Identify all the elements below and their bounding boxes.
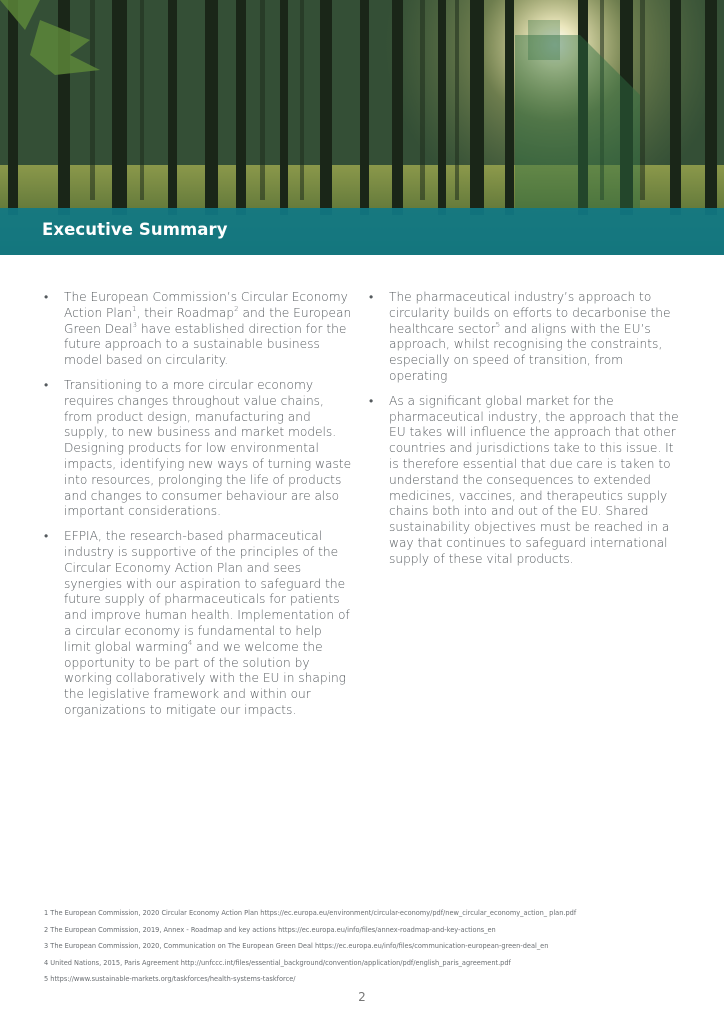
bullet-text: • The European Commission’s Circular Economy Action Plan$^1$, their Roadmap$^2$ and the European Green Deal$^3$ have established direction for the future approach to a sustainable business model based on circularity. bbox=[64, 290, 352, 368]
bullet-text: • Transitioning to a more circular economy requires changes throughout value chains, from product design, manufacturing and supply, to new business and market models. Designing products for low environmental impacts, identifying new ways of turning waste into resources, prolonging the life of products and changes to consumer behaviour are also important considerations. bbox=[64, 377, 352, 519]
bullet-item bbox=[369, 394, 681, 568]
footnote-ref: 5 bbox=[495, 320, 501, 329]
section-title: Executive Summary bbox=[42, 220, 228, 239]
bullet-text: • EFPIA, the research-based pharmaceutical industry is supportive of the principles of the Circular Economy Action Plan and sees synergies with our aspiration to safeguard the future supply of pharmaceuticals for patients and improve human health. Implementation of a circular economy is fundamental to help limit global warming$^4$ and we welcome the opportunity to be part of the solution by working collaboratively with the EU in shaping the legislative framework and within our organizations to mitigate our impacts. bbox=[64, 529, 350, 717]
footnote-ref: 4 bbox=[187, 638, 193, 647]
bullet-item bbox=[44, 290, 352, 369]
footnote-ref: 2 bbox=[234, 304, 239, 313]
bullet-item bbox=[44, 529, 352, 719]
page-number: 2 bbox=[358, 990, 366, 1004]
footnotes bbox=[44, 905, 684, 988]
right-column-bullets bbox=[369, 290, 681, 577]
footnote: 5 https://www.sustainable-markets.org/taskforces/health-systems-taskforce/ bbox=[44, 975, 296, 983]
footnote: 1 The European Commission, 2020 Circular Economy Action Plan https://ec.europa.eu/environment/circular-economy/pdf/new_circular_economy_action_ plan.pdf bbox=[44, 909, 577, 917]
footnote: 4 United Nations, 2015, Paris Agreement http://unfccc.int/files/essential_background/convention/application/pdf/english_paris_agreement.pdf bbox=[44, 958, 511, 967]
bullet-text: • The pharmaceutical industry’s approach to circularity builds on efforts to decarbonise the healthcare sector$^5$ and aligns with the EU’s approach, whilst recognising the constraints, especially on speed of transition, from operating bbox=[389, 290, 671, 383]
bullet-text: • As a significant global market for the pharmaceutical industry, the approach that the EU takes will influence the approach that other countries and jurisdictions take to this issue. It is therefore essential that due care is taken to understand the consequences to extended medicines, vaccines, and therapeutics supply chains both into and out of the EU. Shared sustainability objectives must be reached in a way that continues to safeguard international supply of these vital products. bbox=[389, 393, 679, 566]
bullet-item bbox=[44, 378, 352, 520]
footnote: 3 The European Commission, 2020, Communication on The European Green Deal https://ec.europa.eu/info/files/communication-european-green-deal_en bbox=[44, 942, 549, 950]
left-column-bullets bbox=[44, 290, 352, 728]
footnote: 2 The European Commission, 2019, Annex - Roadmap and key actions https://ec.europa.eu/info/files/annex-roadmap-and-key-actions_en bbox=[44, 925, 496, 934]
bullet-item bbox=[369, 290, 681, 385]
footnote-ref: 1 bbox=[131, 304, 137, 313]
footnote-ref: 3 bbox=[132, 320, 137, 329]
